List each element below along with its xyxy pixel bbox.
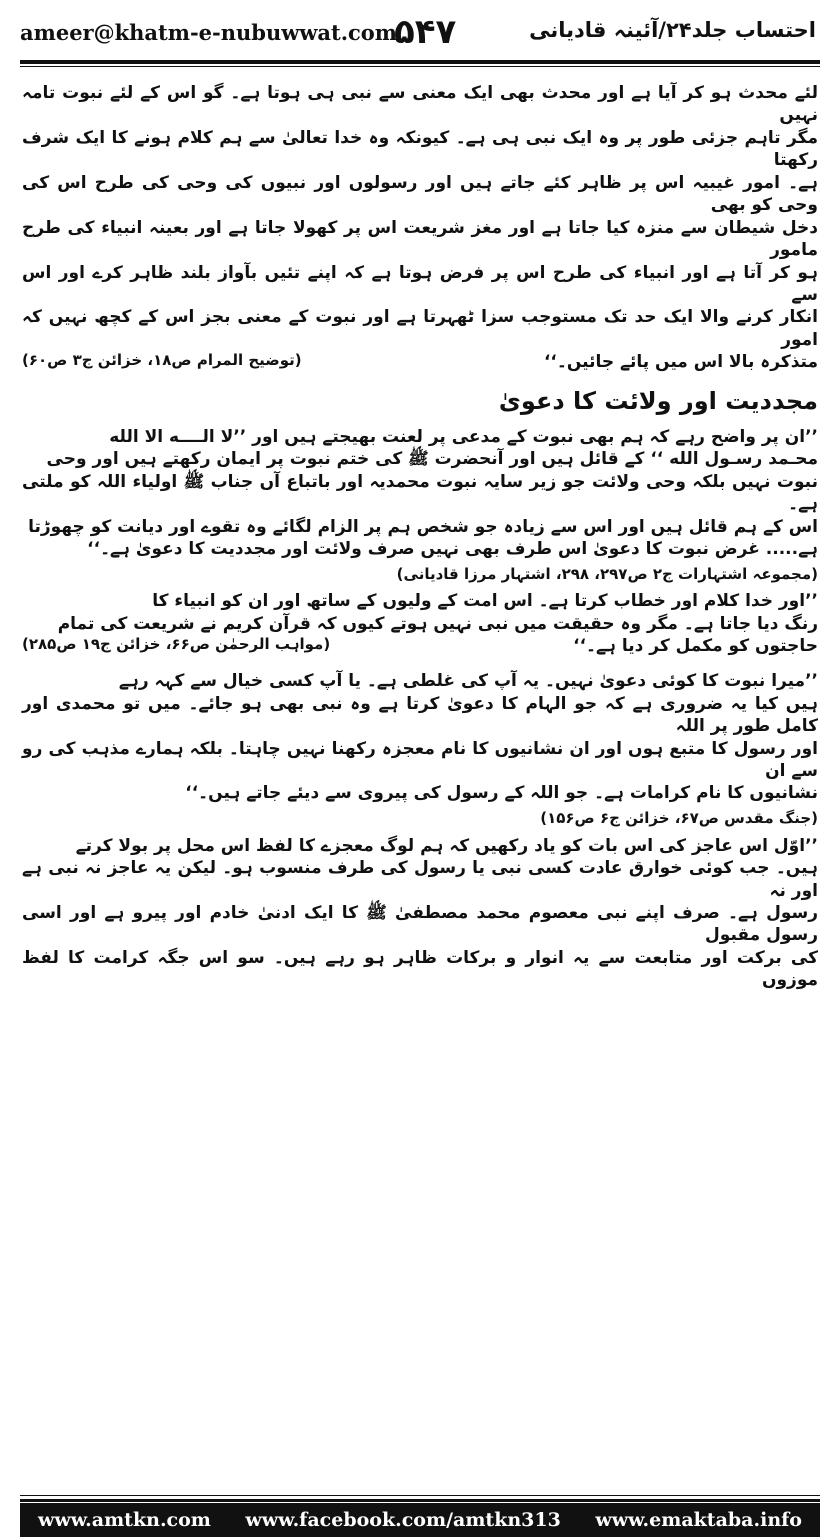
text-line: رسول ہے۔ صرف اپنے نبی معصوم محمد مصطفیٰ ﷺ کا ایک ادنیٰ خادم اور پیرو ہے اور اسی رسول مقبول [22, 902, 818, 946]
paragraph-2 [22, 426, 818, 561]
footer-link-facebook[interactable]: www.facebook.com/amtkn313 [245, 1509, 561, 1531]
text-line: حاجتوں کو مکمل کر دیا ہے۔‘‘ [573, 636, 818, 657]
text-line: ہیں کیا یہ ضروری ہے کہ جو الہام کا دعویٰ کرتا ہے وہ نبی بھی ہو جائے۔ میں تو محمدی اور کامل طور پر اللہ [22, 693, 818, 737]
text-line: محـمد رسـول الله ‘‘ کے قائل ہیں اور آنحضرت ﷺ کی ختم نبوت پر ایمان رکھتے ہیں اور وحی [46, 449, 818, 470]
text-line: دخل شیطان سے منزہ کیا جاتا ہے اور مغز شریعت اس پر کھولا جاتا ہے اور بعینہ انبیاء کی طرح مامور [22, 217, 818, 261]
header-rule-thick [20, 60, 820, 64]
text-line: ’’اور خدا کلام اور خطاب کرتا ہے۔ اس امت کے ولیوں کے ساتھ اور ان کو انبیاء کا [152, 591, 818, 612]
text-line: لئے محدث ہو کر آیا ہے اور محدث بھی ایک معنی سے نبی ہی ہوتا ہے۔ گو اس کے لئے نبوت تامہ نہیں [22, 83, 818, 126]
paragraph-1-last-line [22, 351, 818, 382]
paragraph-4 [22, 670, 818, 805]
header-email: ameer@khatm-e-nubuwwat.com [20, 20, 398, 45]
text-line: نشانیوں کا نام کرامات ہے۔ جو اللہ کے رسول کی پیروی سے دیئے جاتے ہیں۔‘‘ [185, 783, 818, 804]
footer-link-amtkn[interactable]: www.amtkn.com [38, 1509, 211, 1531]
text-line: انکار کرنے والا ایک حد تک مستوجب سزا ٹھہرتا ہے اور نبوت کے معنی بجز اس کے کچھ نہیں کہ امور [22, 307, 818, 350]
footer-link-emaktaba[interactable]: www.emaktaba.info [595, 1509, 802, 1531]
text-line: نبوت نہیں بلکہ وحی ولائت جو زیر سایہ نبوت محمدیہ اور باتباع آں جناب ﷺ اولیاء اللہ کو ملتی ہے۔ [22, 471, 818, 515]
reference-2: (مجموعہ اشتہارات ج۲ ص۲۹۷، ۲۹۸، اشتہار مرزا قادیانی) [396, 564, 818, 583]
page-number: ۵۴۷ [394, 12, 457, 52]
reference-1: (توضیح المرام ص۱۸، خزائن ج۳ ص۶۰) [22, 351, 302, 370]
text-line: ’’میرا نبوت کا کوئی دعویٰ نہیں۔ یہ آپ کی غلطی ہے۔ یا آپ کسی خیال سے کہہ رہے [118, 671, 818, 692]
reference-4: (جنگ مقدس ص۶۷، خزائن ج۶ ص۱۵۶) [540, 808, 818, 827]
reference-3: (مواہب الرحمٰن ص۶۶، خزائن ج۱۹ ص۲۸۵) [22, 635, 331, 654]
text-line: متذکرہ بالا اس میں پائے جائیں۔‘‘ [543, 352, 818, 373]
text-line: ’’ان پر واضح رہے کہ ہم بھی نبوت کے مدعی پر لعنت بھیجتے ہیں اور ’’لا الــــه الا الله [109, 426, 818, 447]
footer-rule-thick [20, 1499, 820, 1502]
header-rule-thin [20, 66, 820, 67]
text-line: مگر تاہم جزئی طور پر وہ ایک نبی ہی ہے۔ کیونکہ وہ خدا تعالیٰ سے ہم کلام ہونے کا ایک شرف رکھتا [22, 127, 818, 171]
text-line: کی برکت اور متابعت سے یہ انوار و برکات ظاہر ہو رہے ہیں۔ سو اس جگہ کرامت کا لفظ موزوں [22, 947, 818, 991]
header-title: احتساب جلد۲۴/آئینہ قادیانی [529, 18, 816, 42]
text-line: ہو کر آتا ہے اور انبیاء کی طرح اس پر فرض ہوتا ہے کہ اپنے تئیں بآواز بلند ظاہر کرے اور اس سے [22, 262, 818, 305]
text-line: ہیں۔ جب کوئی خوارق عادت کسی نبی یا رسول کی طرف منسوب ہو۔ لیکن یہ عاجز نہ نبی ہے اور نہ [22, 858, 818, 901]
text-line: اور رسول کا متبع ہوں اور ان نشانیوں کا نام معجزہ رکھنا نہیں چاہتا۔ بلکہ ہمارے مذہب کی رو سے ان [22, 738, 818, 781]
text-line: اس کے ہم قائل ہیں اور اس سے زیادہ جو شخص ہم پر الزام لگائے وہ تقوے اور دیانت کو چھوڑتا [28, 516, 818, 537]
page-header [20, 12, 820, 58]
paragraph-3 [22, 590, 818, 666]
text-line: ہے..... غرض نبوت کا دعویٰ اس طرف بھی نہیں صرف ولائت اور مجددیت کا دعویٰ ہے۔‘‘ [87, 539, 818, 560]
text-line: ہے۔ امور غیبیہ اس پر ظاہر کئے جاتے ہیں اور رسولوں اور نبیوں کی وحی کی طرح اس کی وحی کو بھی [22, 172, 818, 216]
paragraph-1 [22, 82, 818, 382]
section-heading: مجددیت اور ولائت کا دعویٰ [498, 387, 818, 416]
paragraph-3-last-line [22, 635, 818, 666]
text-line: ’’اوّل اس عاجز کی اس بات کو یاد رکھیں کہ ہم لوگ معجزے کا لفظ اس محل پر بولا کرتے [75, 835, 818, 856]
body-text [22, 82, 818, 996]
paragraph-5 [22, 835, 818, 992]
footer-rule-thin [20, 1495, 820, 1496]
text-line: رنگ دیا جاتا ہے۔ مگر وہ حقیقت میں نبی نہیں ہوتے کیوں کہ قرآن کریم نے شریعت کی تمام [57, 613, 818, 634]
page-footer [20, 1503, 820, 1537]
